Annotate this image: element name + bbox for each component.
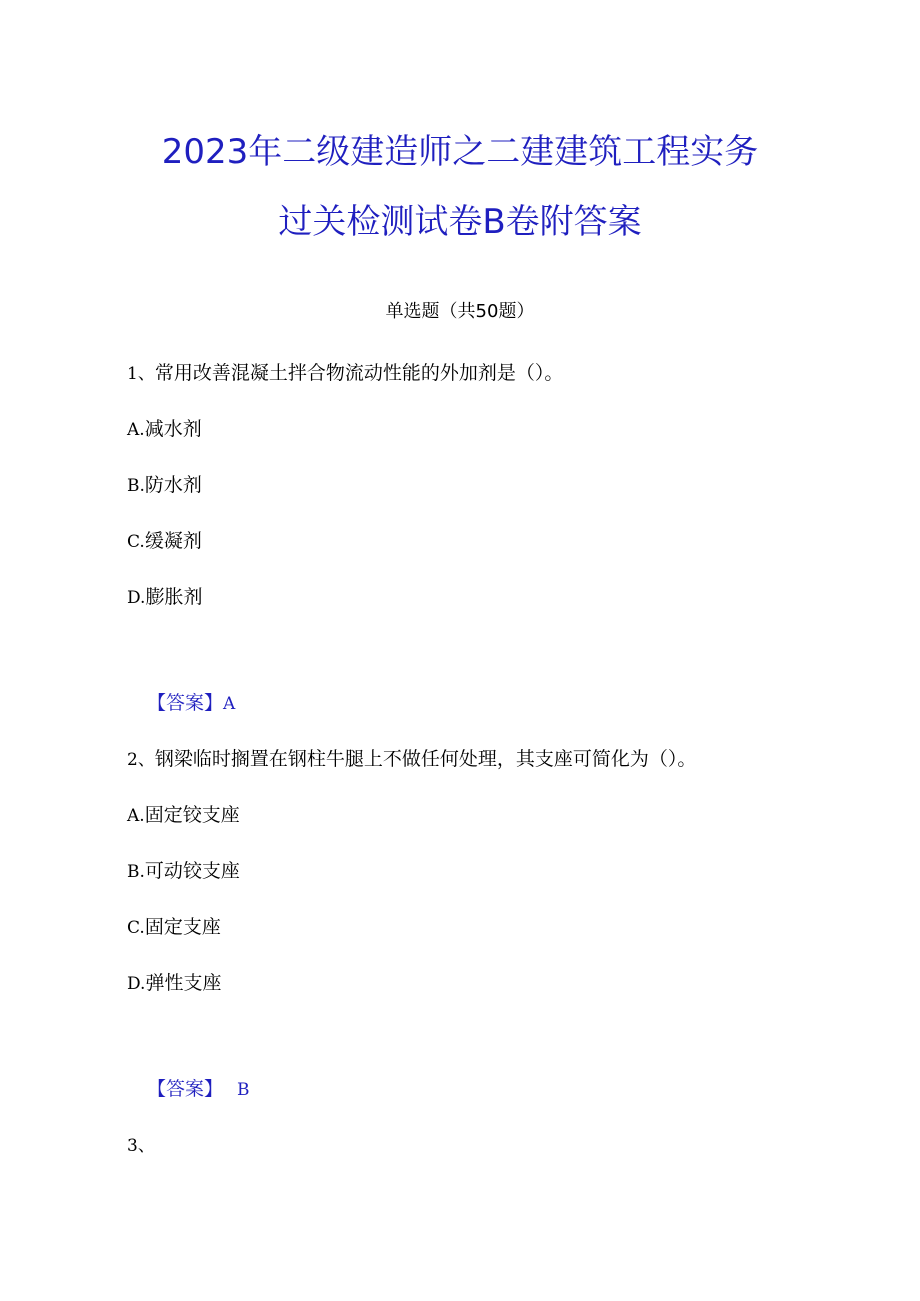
option-label: D. xyxy=(127,974,146,994)
option-label: A. xyxy=(127,806,145,826)
option-label: C. xyxy=(127,532,145,552)
option-text: 减水剂 xyxy=(144,418,202,440)
answer-value: B xyxy=(237,1080,250,1100)
question-number: 2、 xyxy=(127,750,155,770)
option-text: 弹性支座 xyxy=(145,972,222,994)
option-label: C. xyxy=(127,918,145,938)
option-label: D. xyxy=(127,588,146,608)
option-label: B. xyxy=(127,862,145,882)
option-text: 固定支座 xyxy=(144,916,221,938)
question-text: 钢梁临时搁置在钢柱牛腿上不做任何处理，其支座可简化为（）。 xyxy=(154,748,697,770)
question-number: 3、 xyxy=(127,1136,155,1156)
question-1-answer xyxy=(147,689,235,718)
option-text: 可动铰支座 xyxy=(144,860,240,882)
question-1-option-a xyxy=(127,415,202,444)
question-3 xyxy=(127,1131,155,1160)
document-title-line-1: 2023年二级建造师之二建建筑工程实务 xyxy=(161,132,759,172)
question-text: 常用改善混凝土拌合物流动性能的外加剂是（）。 xyxy=(154,362,564,384)
option-text: 固定铰支座 xyxy=(144,804,240,826)
question-2-answer xyxy=(147,1075,250,1104)
question-2 xyxy=(127,745,696,774)
answer-value: A xyxy=(223,694,236,714)
option-label: A. xyxy=(127,420,145,440)
question-2-option-b xyxy=(127,857,240,886)
question-1-option-b xyxy=(127,471,202,500)
option-text: 膨胀剂 xyxy=(145,586,203,608)
answer-label: 【答案】 xyxy=(147,1078,224,1100)
section-heading: 单选题（共50题） xyxy=(385,301,535,322)
option-text: 缓凝剂 xyxy=(144,530,202,552)
option-text: 防水剂 xyxy=(144,474,202,496)
question-number: 1、 xyxy=(127,364,155,384)
document-title-line-2: 过关检测试卷B卷附答案 xyxy=(278,202,642,242)
answer-label: 【答案】 xyxy=(147,692,224,714)
option-label: B. xyxy=(127,476,145,496)
question-2-option-c xyxy=(127,913,221,942)
question-2-option-d xyxy=(127,969,221,998)
question-1 xyxy=(127,359,563,388)
question-1-option-c xyxy=(127,527,202,556)
question-1-option-d xyxy=(127,583,202,612)
question-2-option-a xyxy=(127,801,240,830)
